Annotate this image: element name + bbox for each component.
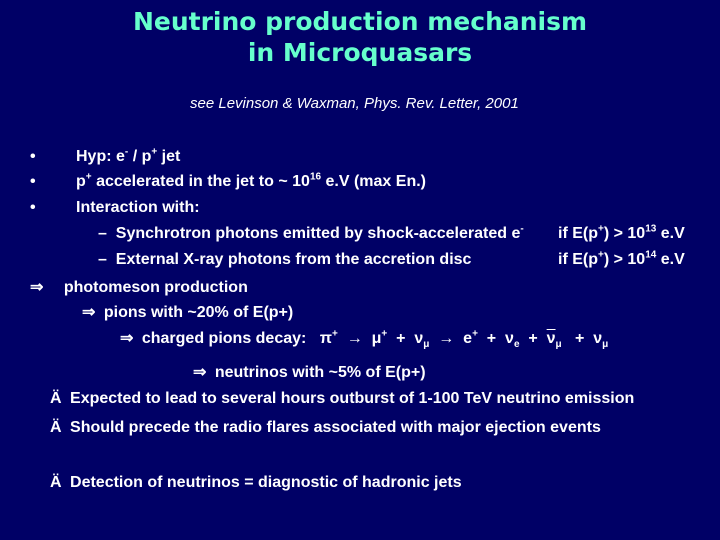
bullet-interaction-text: Interaction with: xyxy=(76,199,200,216)
implies-icon: ⇒ xyxy=(82,304,96,321)
pion-decay-line: ⇒ charged pions decay: $\pi^+ \to \mu^+ + \nu_\mu \to e^+ + \nu_e + \overline{\nu}_\mu$ + $\nu_\mu$ xyxy=(120,328,609,351)
title-line-1: Neutrino production mechanism xyxy=(132,7,588,36)
bullet-marker: • xyxy=(30,199,36,216)
condition-xray: if $E(p^+) > 10^{14}$ e.V xyxy=(558,249,685,268)
implies-icon: ⇒ xyxy=(30,279,44,296)
subitem-xray: – External X-ray photons from the accretion disc xyxy=(98,251,472,268)
dash-marker: – xyxy=(98,251,107,268)
pions-line: ⇒ pions with ~20% of E(p+) xyxy=(82,304,294,321)
reaction-arrow: → xyxy=(438,330,455,347)
subitem-synchrotron: – Synchrotron photons emitted by shock-accelerated e- xyxy=(98,223,524,242)
slide-title xyxy=(0,6,720,68)
implies-icon: ⇒ xyxy=(120,330,134,347)
reaction-arrow: → xyxy=(346,330,363,347)
bullet-marker: • xyxy=(30,148,36,165)
dash-marker: – xyxy=(98,225,107,242)
bullet-hypothesis xyxy=(30,148,36,166)
bullet-hypothesis-text: Hyp: e- / p+ jet xyxy=(76,146,181,165)
result-precede: Ä Should precede the radio flares associated with major ejection events xyxy=(50,419,601,436)
result-arrow-icon: Ä xyxy=(50,419,62,436)
result-detection: Ä Detection of neutrinos = diagnostic of hadronic jets xyxy=(50,474,462,491)
bullet-acceleration xyxy=(30,173,36,191)
reference-citation: see Levinson & Waxman, Phys. Rev. Letter, 2001 xyxy=(190,95,519,112)
bullet-marker: • xyxy=(30,173,36,190)
result-expected: Ä Expected to lead to several hours outburst of 1-100 TeV neutrino emission xyxy=(50,390,635,407)
result-arrow-icon: Ä xyxy=(50,390,62,407)
neutrinos-line: ⇒ neutrinos with ~5% of E(p+) xyxy=(193,364,426,381)
title-line-2: in Microquasars xyxy=(247,38,473,67)
bullet-interaction xyxy=(30,199,36,217)
result-arrow-icon: Ä xyxy=(50,474,62,491)
implies-icon: ⇒ xyxy=(193,364,207,381)
bullet-acceleration-text: p+ accelerated in the jet to ~ $10^{16}$ e.V (max En.) xyxy=(76,171,426,190)
photomeson-line: ⇒ photomeson production xyxy=(30,279,248,296)
condition-synchrotron: if $E(p^+) > 10^{13}$ e.V xyxy=(558,223,685,242)
